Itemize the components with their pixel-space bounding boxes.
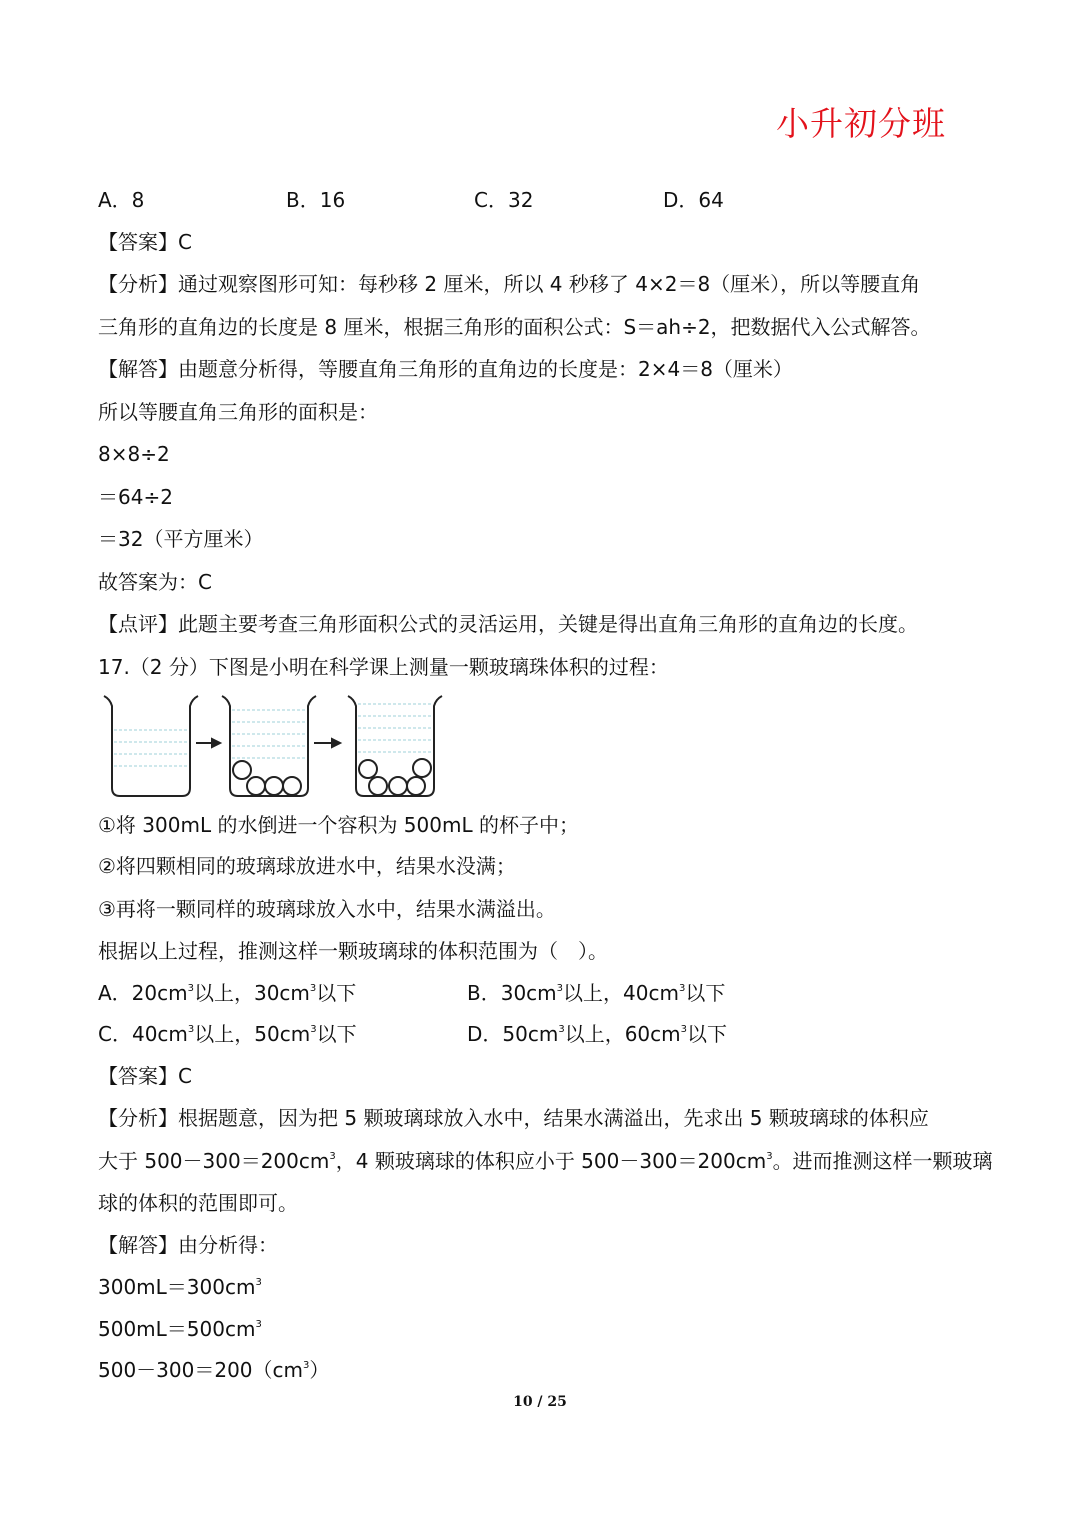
q16-solution-line-2: 所以等腰直角三角形的面积是： xyxy=(98,400,378,424)
q17-option-a: A．$20cm^3$以上，$30cm^3$以下 xyxy=(98,981,357,1005)
q16-option-a: A．8 xyxy=(98,188,145,212)
q16-analysis-line-1: 【分析】通过观察图形可知：每秒移 2 厘米，所以 4 秒移了 4×2＝8（厘米），所以等腰直角 xyxy=(98,272,921,296)
beaker-1 xyxy=(104,696,198,796)
q16-calc-line-2: ＝64÷2 xyxy=(98,485,173,509)
ball xyxy=(247,777,265,795)
q16-final-answer: 故答案为：C xyxy=(98,570,212,594)
q16-comment: 【点评】此题主要考查三角形面积公式的灵活运用，关键是得出直角三角形的直角边的长度。 xyxy=(98,612,918,636)
q16-option-c: C．32 xyxy=(474,188,534,212)
q16-calc-line-1: 8×8÷2 xyxy=(98,442,170,466)
ball xyxy=(369,777,387,795)
ball xyxy=(413,759,431,777)
q16-option-b: B．16 xyxy=(286,188,346,212)
ball xyxy=(265,777,283,795)
q16-option-d: D．64 xyxy=(663,188,724,212)
ball xyxy=(233,761,251,779)
q17-solution-line-1: 【解答】由分析得： xyxy=(98,1233,278,1257)
page-number: 10 / 25 xyxy=(513,1394,567,1410)
q17-option-d: D．$50cm^3$以上，$60cm^3$以下 xyxy=(467,1022,728,1046)
q17-conversion-1: $300mL=300cm^3$ xyxy=(98,1275,262,1299)
q17-question: 根据以上过程，推测这样一颗玻璃球的体积范围为（ ）。 xyxy=(98,939,608,963)
q17-analysis-line-2: 大于 $500-300=200cm^3$，4 颗玻璃球的体积应小于 $500-300=200cm^3$。进而推测这样一颗玻璃 xyxy=(98,1149,993,1173)
q16-solution-line-1: 【解答】由题意分析得，等腰直角三角形的直角边的长度是：2×4＝8（厘米） xyxy=(98,357,793,381)
ball xyxy=(359,760,377,778)
q17-answer: 【答案】C xyxy=(98,1064,192,1088)
q17-step-3: ③再将一颗同样的玻璃球放入水中，结果水满溢出。 xyxy=(98,897,556,921)
q17-analysis-line-1: 【分析】根据题意，因为把 5 颗玻璃球放入水中，结果水满溢出，先求出 5 颗玻璃球的体积应 xyxy=(98,1106,929,1130)
q17-step-1: ①将 300mL 的水倒进一个容积为 500mL 的杯子中； xyxy=(98,813,579,837)
q17-stem: 17.（2 分）下图是小明在科学课上测量一颗玻璃珠体积的过程： xyxy=(98,655,669,679)
q16-answer: 【答案】C xyxy=(98,230,192,254)
ball xyxy=(389,777,407,795)
q16-analysis-line-2: 三角形的直角边的长度是 8 厘米，根据三角形的面积公式：S＝ah÷2，把数据代入公式解答。 xyxy=(98,315,931,339)
header-title: 小升初分班 xyxy=(776,104,946,143)
q16-calc-line-3: ＝32（平方厘米） xyxy=(98,527,264,551)
ball xyxy=(283,777,301,795)
q17-step-2: ②将四颗相同的玻璃球放进水中，结果水没满； xyxy=(98,854,516,878)
q17-analysis-line-3: 球的体积的范围即可。 xyxy=(98,1191,298,1215)
beaker-figure xyxy=(100,690,445,802)
q17-option-b: B．$30cm^3$以上，$40cm^3$以下 xyxy=(467,981,726,1005)
ball xyxy=(407,777,425,795)
q17-conversion-2: $500mL=500cm^3$ xyxy=(98,1317,262,1341)
q17-option-c: C．$40cm^3$以上，$50cm^3$以下 xyxy=(98,1022,357,1046)
q17-conversion-3: $500-300=200(cm^3)$ xyxy=(98,1358,330,1382)
